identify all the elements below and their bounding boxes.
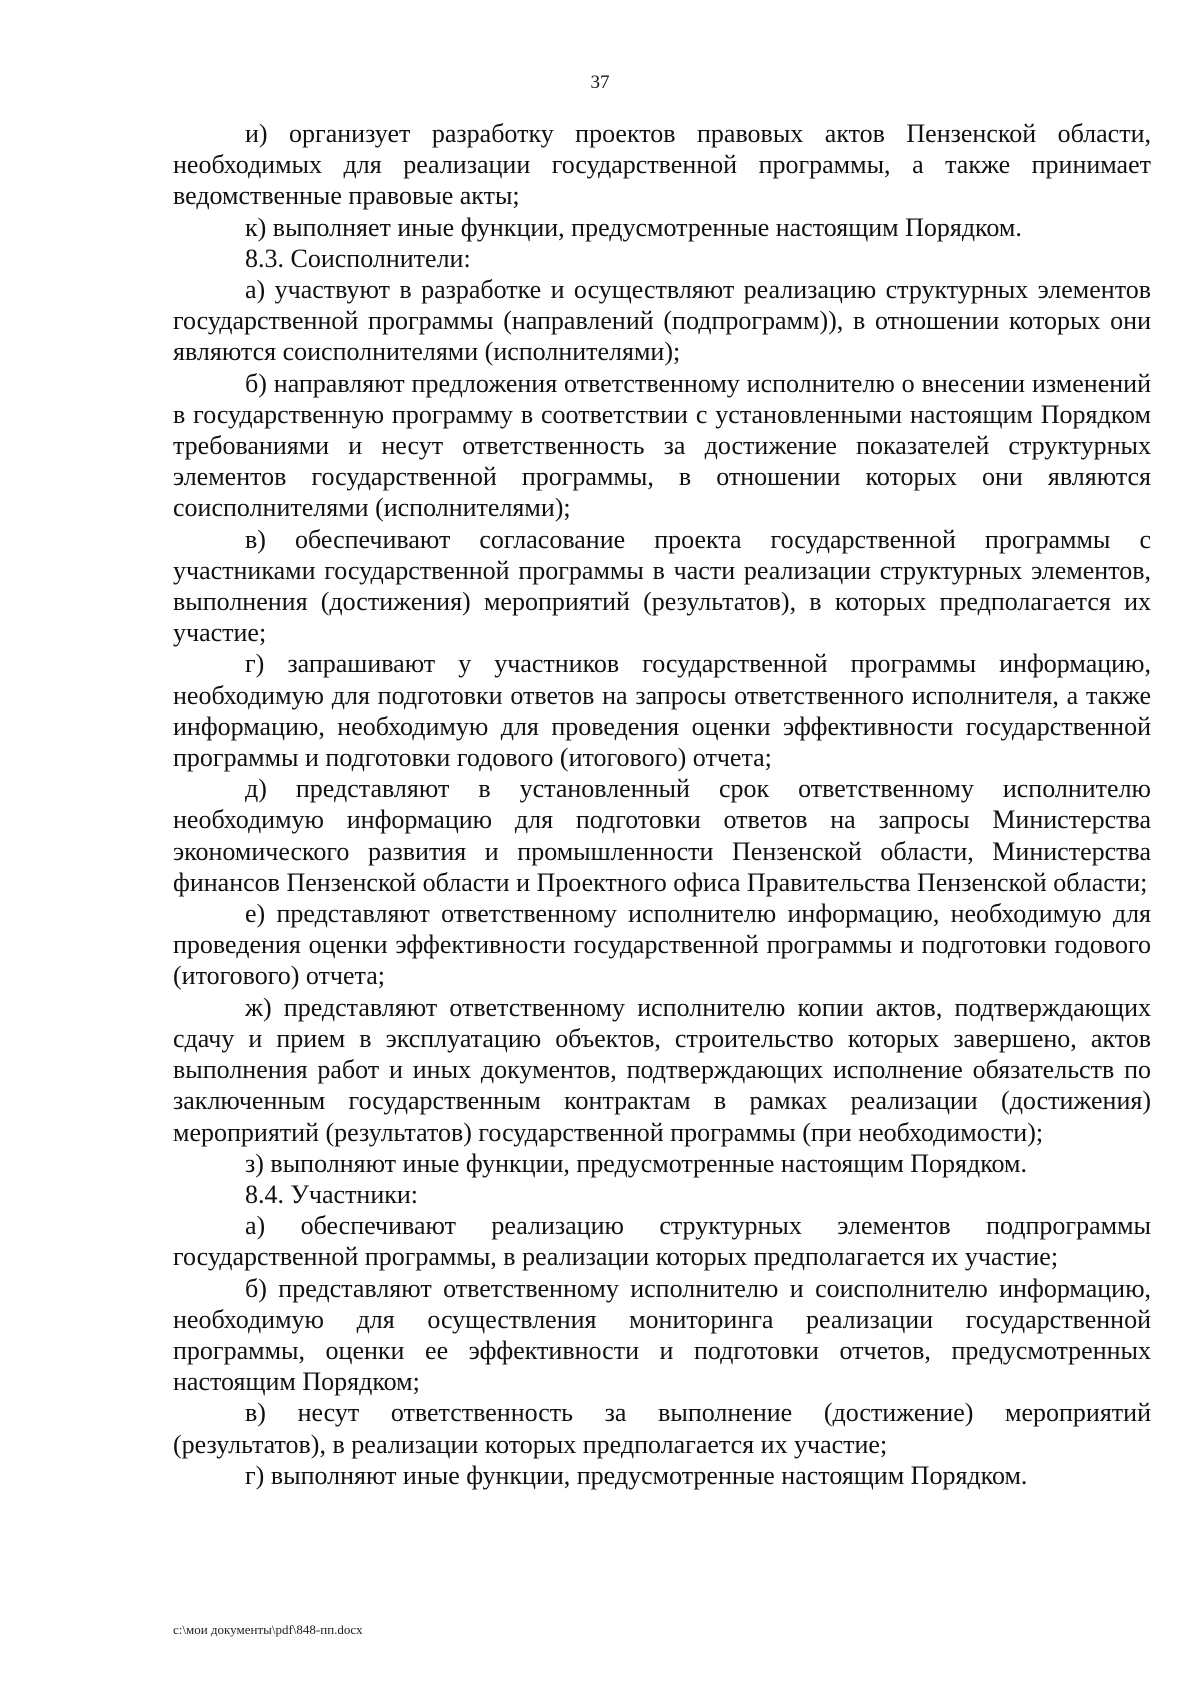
paragraph-8-4-v: в) несут ответственность за выполнение (достижение) мероприятий (результатов), в реализации которых предполагается их участие; (173, 1398, 1151, 1459)
paragraph-8-3-v: в) обеспечивают согласование проекта государственной программы с участниками государственной программы в части реализации структурных элементов, выполнения (достижения) мероприятий (результатов), в которых предполагается их участие; (173, 524, 1151, 648)
page-number: 37 (590, 72, 610, 93)
paragraph-8-3-z: з) выполняют иные функции, предусмотренные настоящим Порядком. (245, 1148, 1028, 1178)
paragraph-8-3-g: г) запрашивают у участников государственной программы информацию, необходимую для подготовки ответов на запросы ответственного исполнителя, а также информацию, необходимую для проведения оценки эффективности государственной программы и подготовки годового (итогового) отчета; (173, 649, 1151, 773)
paragraph-8-4-g: г) выполняют иные функции, предусмотренные настоящим Порядком. (245, 1460, 1028, 1490)
section-heading-8-4: 8.4. Участники: (245, 1179, 419, 1209)
paragraph-8-3-a: а) участвуют в разработке и осуществляют реализацию структурных элементов государственной программы (направлений (подпрограмм)), в отношении которых они являются соисполнителями (исполнителями); (173, 275, 1151, 367)
paragraph-8-4-b: б) представляют ответственному исполнителю и соисполнителю информацию, необходимую для осуществления мониторинга реализации государственной программы, оценки ее эффективности и подготовки отчетов, предусмотренных настоящим Порядком; (173, 1273, 1151, 1397)
paragraph-8-3-e: е) представляют ответственному исполнителю информацию, необходимую для проведения оценки эффективности государственной программы и подготовки годового (итогового) отчета; (173, 899, 1151, 991)
paragraph-8-3-zh: ж) представляют ответственному исполнителю копии актов, подтверждающих сдачу и прием в эксплуатацию объектов, строительство которых завершено, актов выполнения работ и иных документов, подтверждающих исполнение обязательств по заключенным государственным контрактам в рамках реализации (достижения) мероприятий (результатов) государственной программы (при необходимости); (173, 992, 1151, 1147)
paragraph-8-4-a: а) обеспечивают реализацию структурных элементов подпрограммы государственной программы, в реализации которых предполагается их участие; (173, 1211, 1151, 1272)
paragraph-i: и) организует разработку проектов правовых актов Пензенской области, необходимых для реализации государственной программы, а также принимает ведомственные правовые акты; (173, 119, 1151, 211)
paragraph-8-3-b: б) направляют предложения ответственному исполнителю о внесении изменений в государственную программу в соответствии с установленными настоящим Порядком требованиями и несут ответственность за достижение показателей структурных элементов государственной программы, в отношении которых они являются соисполнителями (исполнителями); (173, 368, 1151, 523)
paragraph-8-3-d: д) представляют в установленный срок ответственному исполнителю необходимую информацию для подготовки ответов на запросы Министерства экономического развития и промышленности Пензенской области, Министерства финансов Пензенской области и Проектного офиса Правительства Пензенской области; (173, 774, 1151, 897)
file-path-footer: c:\мои документы\pdf\848-пп.docx (173, 1622, 363, 1637)
document-body (173, 118, 1151, 1491)
paragraph-k: к) выполняет иные функции, предусмотренные настоящим Порядком. (245, 212, 1022, 242)
section-heading-8-3: 8.3. Соисполнители: (245, 243, 471, 273)
